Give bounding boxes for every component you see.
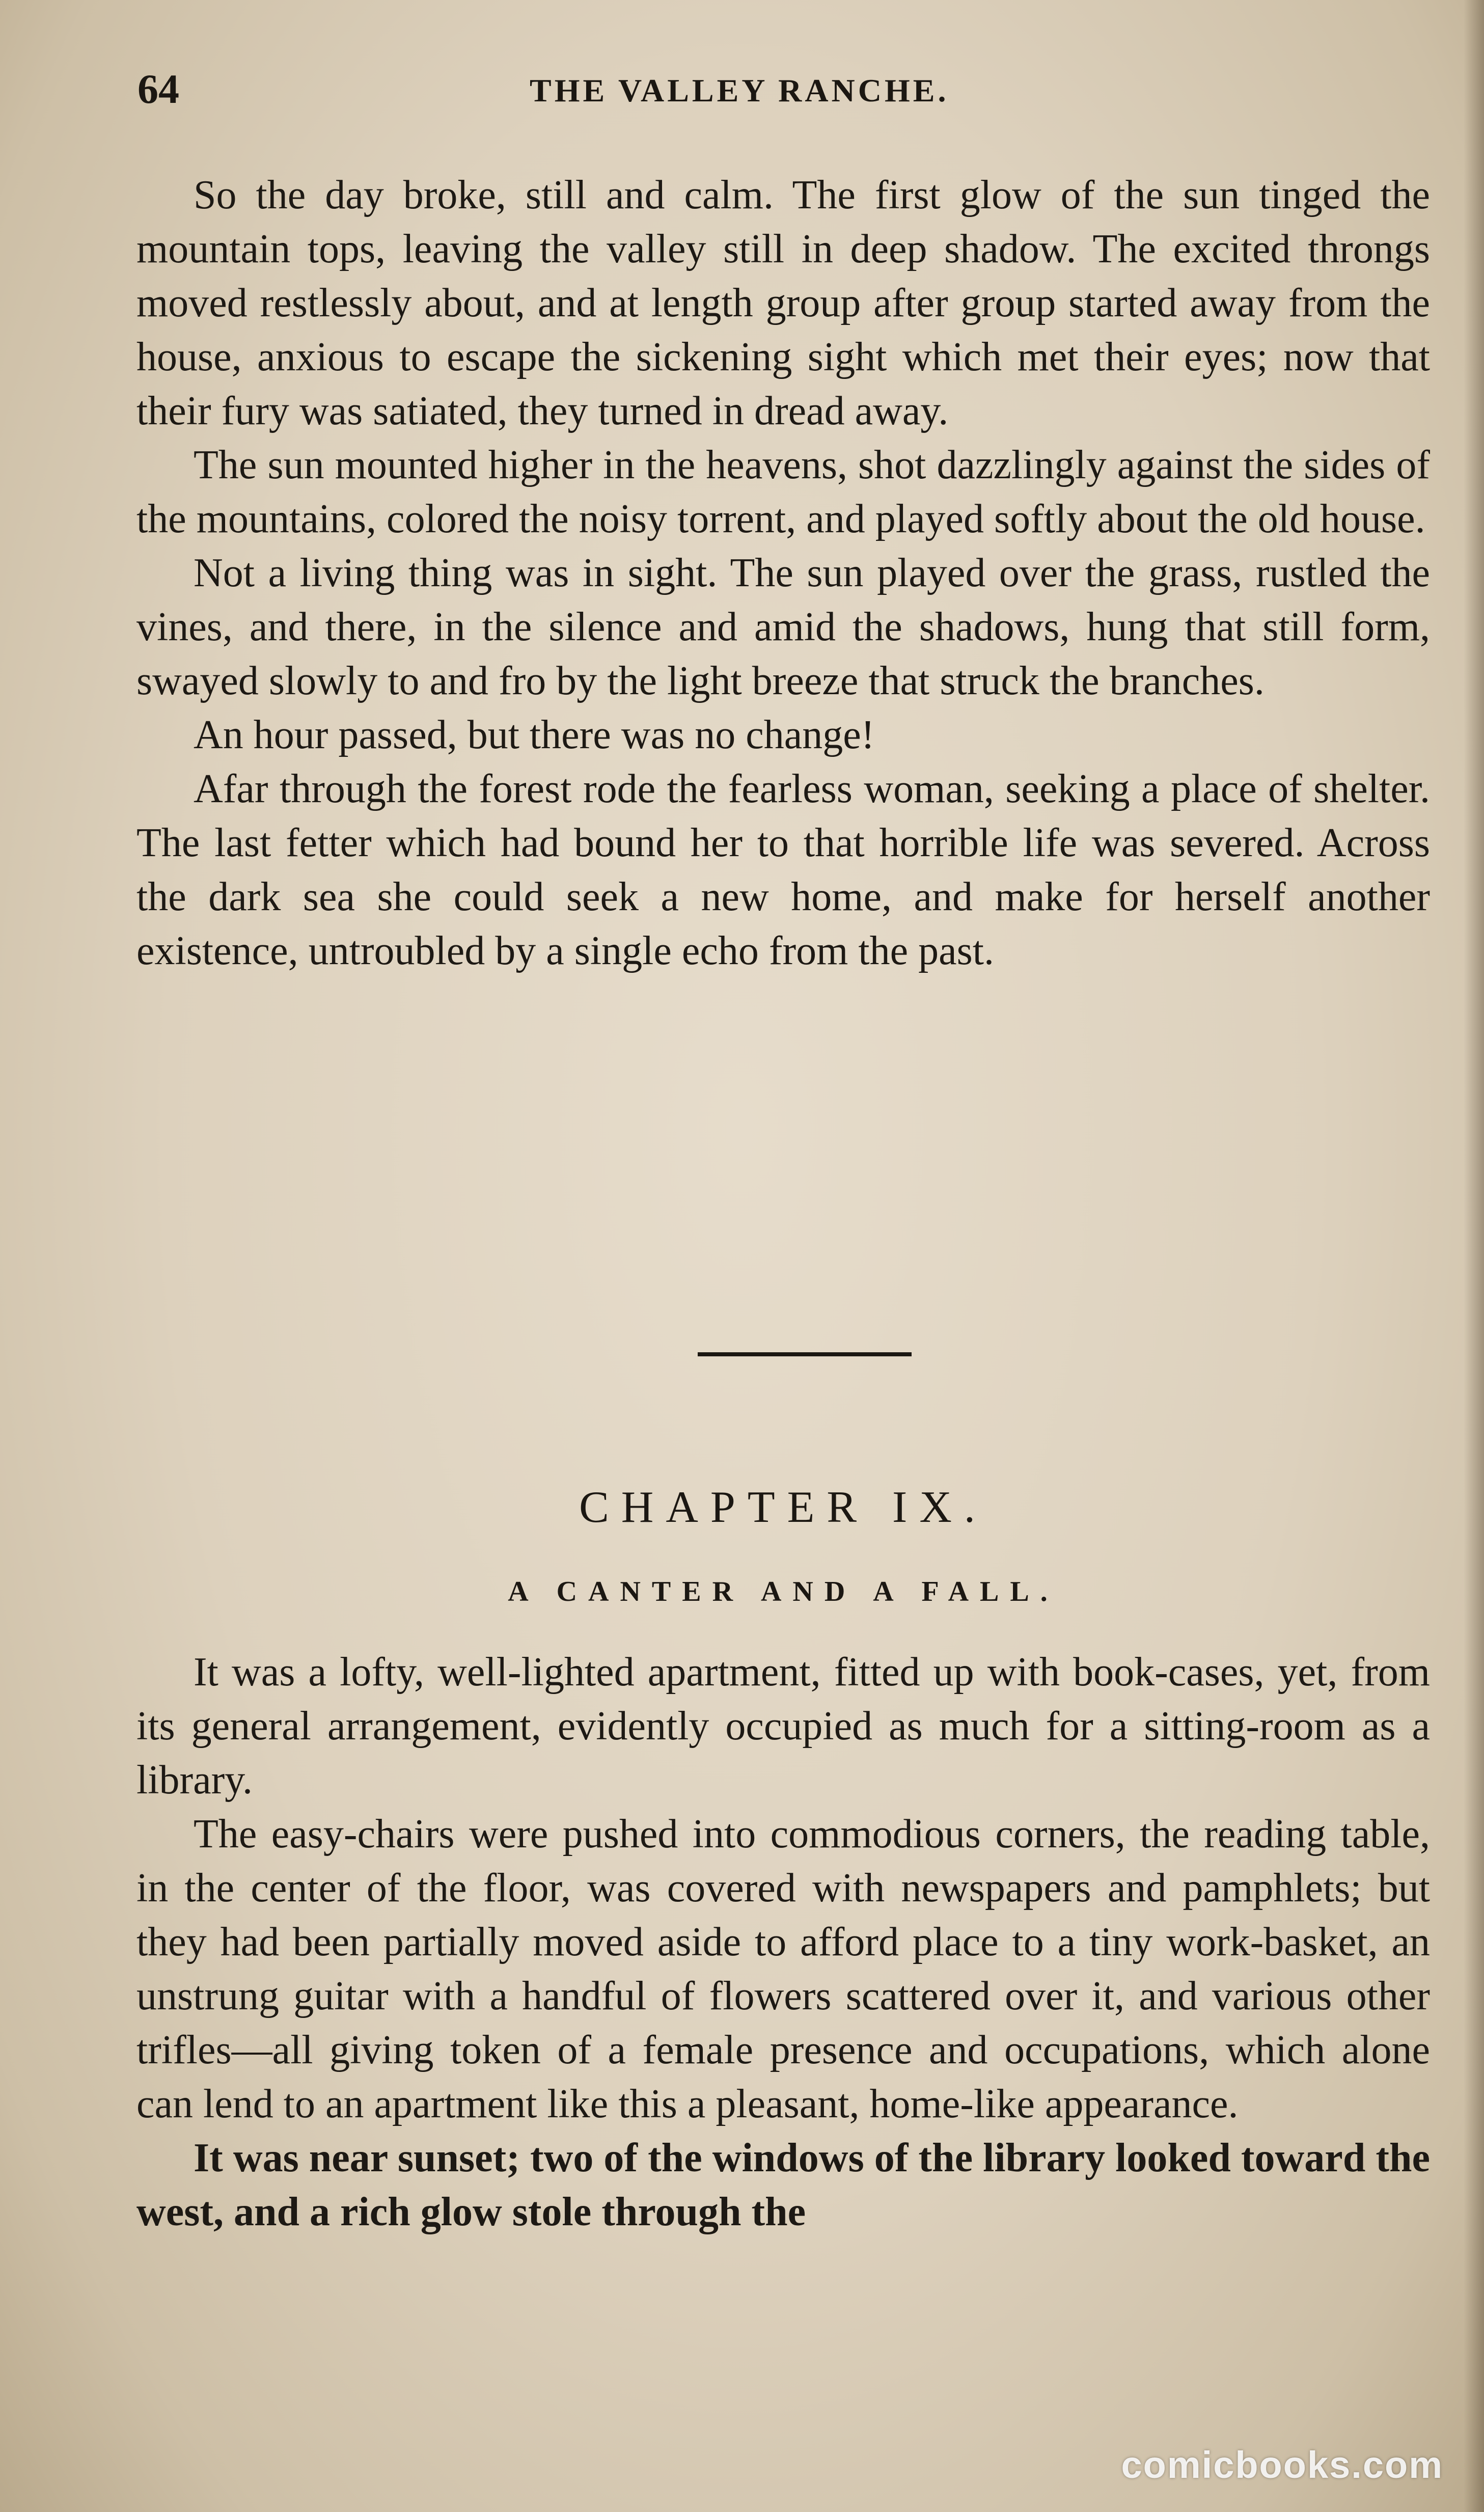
chapter-subtitle: A CANTER AND A FALL. <box>508 1576 1059 1607</box>
paragraph: The sun mounted higher in the heavens, shot dazzlingly against the sides of the mountains, colored the noisy torrent, and played softly about the old house. <box>136 443 1430 541</box>
section-divider-rule <box>698 1352 912 1356</box>
page-number: 64 <box>138 66 179 112</box>
page-edge-shadow <box>1464 0 1484 2512</box>
closing-text-block <box>136 168 1430 978</box>
running-head <box>138 66 1411 112</box>
watermark: comicbooks.com <box>1121 2444 1443 2486</box>
paragraph: It was near sunset; two of the windows of the library looked toward the west, and a rich glow stole through the <box>136 2136 1430 2234</box>
paragraph: An hour passed, but there was no change! <box>194 713 875 757</box>
running-title: THE VALLEY RANCHE. <box>530 72 949 108</box>
paragraph: Afar through the forest rode the fearless woman, seeking a place of shelter. The last fetter which had bound her to that horrible life was severed. Across the dark sea she could seek a new home, and make for herself another existence, untroubled by a single echo from the past. <box>136 767 1430 973</box>
chapter-heading: CHAPTER IX. <box>579 1483 987 1532</box>
paragraph: The easy-chairs were pushed into commodious corners, the reading table, in the center of the floor, was covered with newspapers and pamphlets; but they had been partially moved aside to afford place to a tiny work-basket, an unstrung guitar with a handful of flowers scattered over it, and various other trifles—all giving token of a female presence and occupations, which alone can lend to an apartment like this a pleasant, home-like appearance. <box>136 1812 1430 2126</box>
chapter-text-block <box>136 1645 1430 2239</box>
paragraph: So the day broke, still and calm. The first glow of the sun tinged the mountain tops, leaving the valley still in deep shadow. The excited throngs moved restlessly about, and at length group after group started away from the house, anxious to escape the sickening sight which met their eyes; now that their fury was satiated, they turned in dread away. <box>136 173 1430 433</box>
paragraph: It was a lofty, well-lighted apartment, fitted up with book-cases, yet, from its general arrangement, evidently occupied as much for a sitting-room as a library. <box>136 1650 1430 1803</box>
paragraph: Not a living thing was in sight. The sun played over the grass, rustled the vines, and there, in the silence and amid the shadows, hung that still form, swayed slowly to and fro by the light breeze that struck the branches. <box>136 551 1430 703</box>
